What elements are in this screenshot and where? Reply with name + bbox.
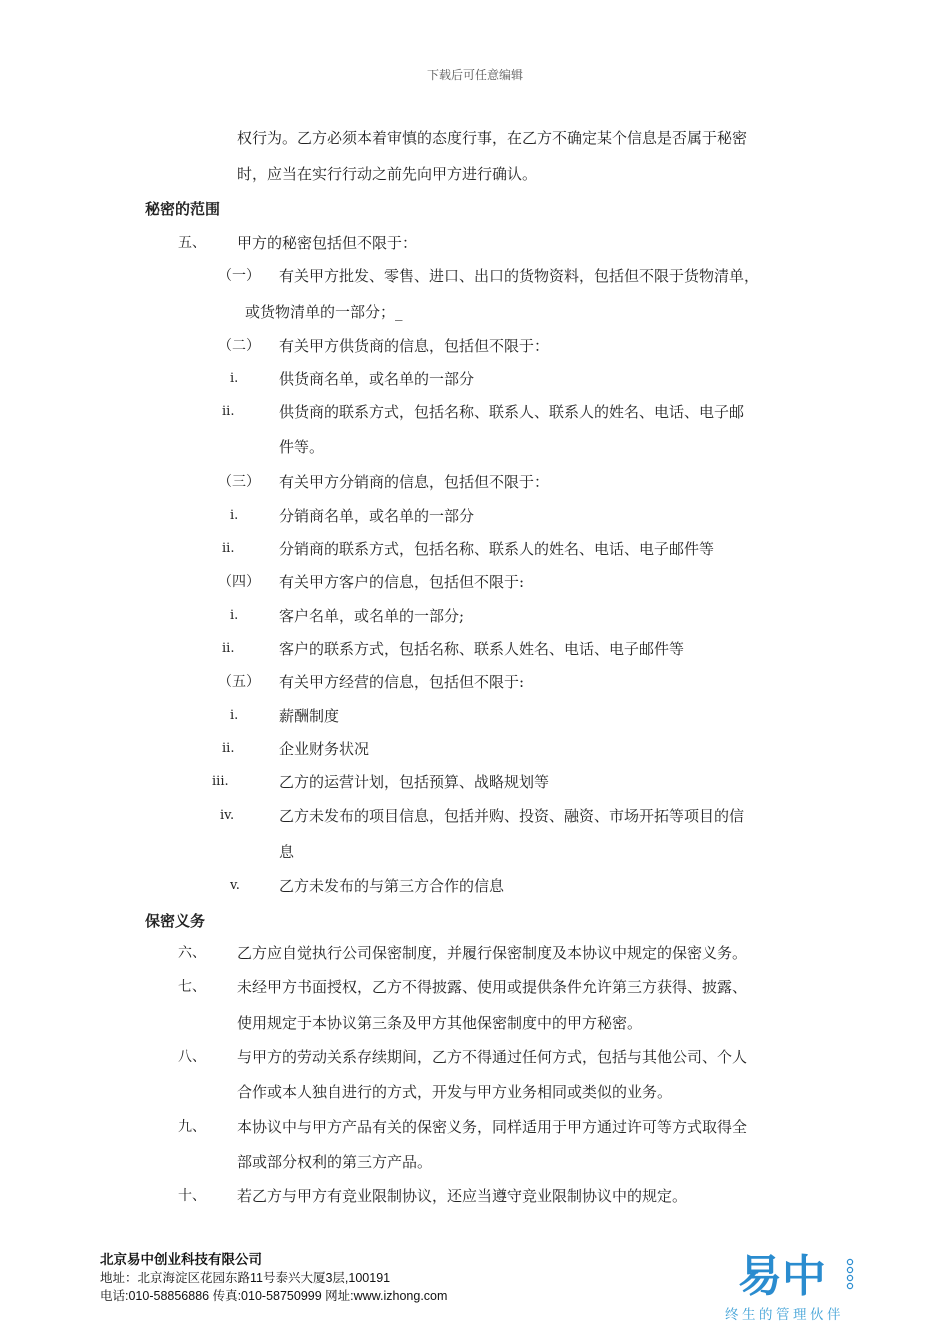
list-number: iii.	[212, 774, 229, 789]
sub-clause-number: （三）	[218, 474, 260, 490]
footer-company: 北京易中创业科技有限公司	[100, 1252, 262, 1267]
clause-number: 六、	[178, 945, 206, 961]
list-item: 件等。	[279, 438, 325, 456]
list-item: 客户的联系方式，包括名称、联系人姓名、电话、电子邮件等	[279, 640, 685, 658]
list-item: 企业财务状况	[279, 740, 370, 758]
clause-text: 与甲方的劳动关系存续期间，乙方不得通过任何方式，包括与其他公司、个人	[237, 1048, 748, 1066]
clause-text: 本协议中与甲方产品有关的保密义务，同样适用于甲方通过许可等方式取得全	[237, 1118, 748, 1136]
sub-clause-text: 或货物清单的一部分；_	[245, 303, 403, 321]
list-number: i.	[230, 508, 239, 523]
clause-number: 十、	[178, 1188, 206, 1204]
list-item: 乙方的运营计划，包括预算、战略规划等	[279, 773, 550, 791]
sub-clause-text: 有关甲方批发、零售、进口、出口的货物资料，包括但不限于货物清单，	[279, 267, 760, 285]
clause-number: 五、	[178, 235, 206, 251]
list-item: 分销商名单，或名单的一部分	[279, 507, 475, 525]
sub-clause-number: （五）	[218, 674, 260, 690]
list-item: 薪酬制度	[279, 707, 340, 725]
list-item: 息	[279, 843, 295, 861]
logo-dot-icon	[847, 1267, 852, 1272]
logo-dot-icon	[847, 1275, 852, 1280]
footer-contact: 电话:010-58856886 传真:010-58750999 网址:www.izhong.com	[100, 1289, 448, 1303]
list-number: ii.	[222, 741, 235, 756]
sub-clause-number: （二）	[218, 338, 260, 354]
list-item: 供货商的联系方式，包括名称、联系人、联系人的姓名、电话、电子邮	[279, 403, 745, 421]
list-number: i.	[230, 608, 239, 623]
clause-text: 甲方的秘密包括但不限于：	[237, 234, 418, 252]
list-item: 乙方未发布的项目信息，包括并购、投资、融资、市场开拓等项目的信	[279, 807, 745, 825]
list-item: 分销商的联系方式，包括名称、联系人的姓名、电话、电子邮件等	[279, 540, 715, 558]
logo-dot-icon	[847, 1259, 852, 1264]
footer-address: 地址：北京海淀区花园东路11号泰兴大厦3层,100191	[100, 1271, 391, 1285]
list-number: ii.	[222, 541, 235, 556]
logo-dot-icon	[847, 1283, 852, 1288]
sub-clause-number: （一）	[218, 268, 260, 284]
clause-number: 九、	[178, 1119, 206, 1135]
clause-text: 乙方应自觉执行公司保密制度，并履行保密制度及本协议中规定的保密义务。	[237, 944, 748, 962]
list-item: 客户名单，或名单的一部分;	[279, 607, 465, 625]
sub-clause-text: 有关甲方经营的信息，包括但不限于:	[279, 673, 525, 691]
clause-text: 若乙方与甲方有竞业限制协议，还应当遵守竞业限制协议中的规定。	[237, 1187, 688, 1205]
page-header: 下载后可任意编辑	[426, 68, 523, 82]
list-number: iv.	[220, 808, 235, 823]
sub-clause-text: 有关甲方供货商的信息，包括但不限于：	[279, 337, 550, 355]
clause-text: 部或部分权利的第三方产品。	[237, 1153, 433, 1171]
paragraph-line: 时，应当在实行行动之前先向甲方进行确认。	[237, 165, 538, 183]
company-slogan: 终生的管理伙伴	[725, 1307, 844, 1323]
list-item: 供货商名单，或名单的一部分	[279, 370, 475, 388]
clause-number: 八、	[178, 1049, 206, 1065]
clause-text: 使用规定于本协议第三条及甲方其他保密制度中的甲方秘密。	[237, 1014, 643, 1032]
paragraph-line: 权行为。乙方必须本着审慎的态度行事，在乙方不确定某个信息是否属于秘密	[237, 129, 748, 147]
sub-clause-text: 有关甲方分销商的信息，包括但不限于：	[279, 473, 550, 491]
clause-text: 合作或本人独自进行的方式，开发与甲方业务相同或类似的业务。	[237, 1083, 673, 1101]
section-heading: 保密义务	[145, 912, 206, 930]
list-number: i.	[230, 708, 239, 723]
section-heading: 秘密的范围	[145, 200, 221, 218]
sub-clause-text: 有关甲方客户的信息，包括但不限于:	[279, 573, 525, 591]
clause-text: 未经甲方书面授权，乙方不得披露、使用或提供条件允许第三方获得、披露、	[237, 978, 748, 996]
sub-clause-number: （四）	[218, 574, 260, 590]
list-number: ii.	[222, 641, 235, 656]
list-number: ii.	[222, 404, 235, 419]
list-item: 乙方未发布的与第三方合作的信息	[279, 877, 505, 895]
logo-text: 易中	[738, 1251, 826, 1302]
list-number: i.	[230, 371, 239, 386]
clause-number: 七、	[178, 979, 206, 995]
list-number: v.	[230, 878, 240, 893]
